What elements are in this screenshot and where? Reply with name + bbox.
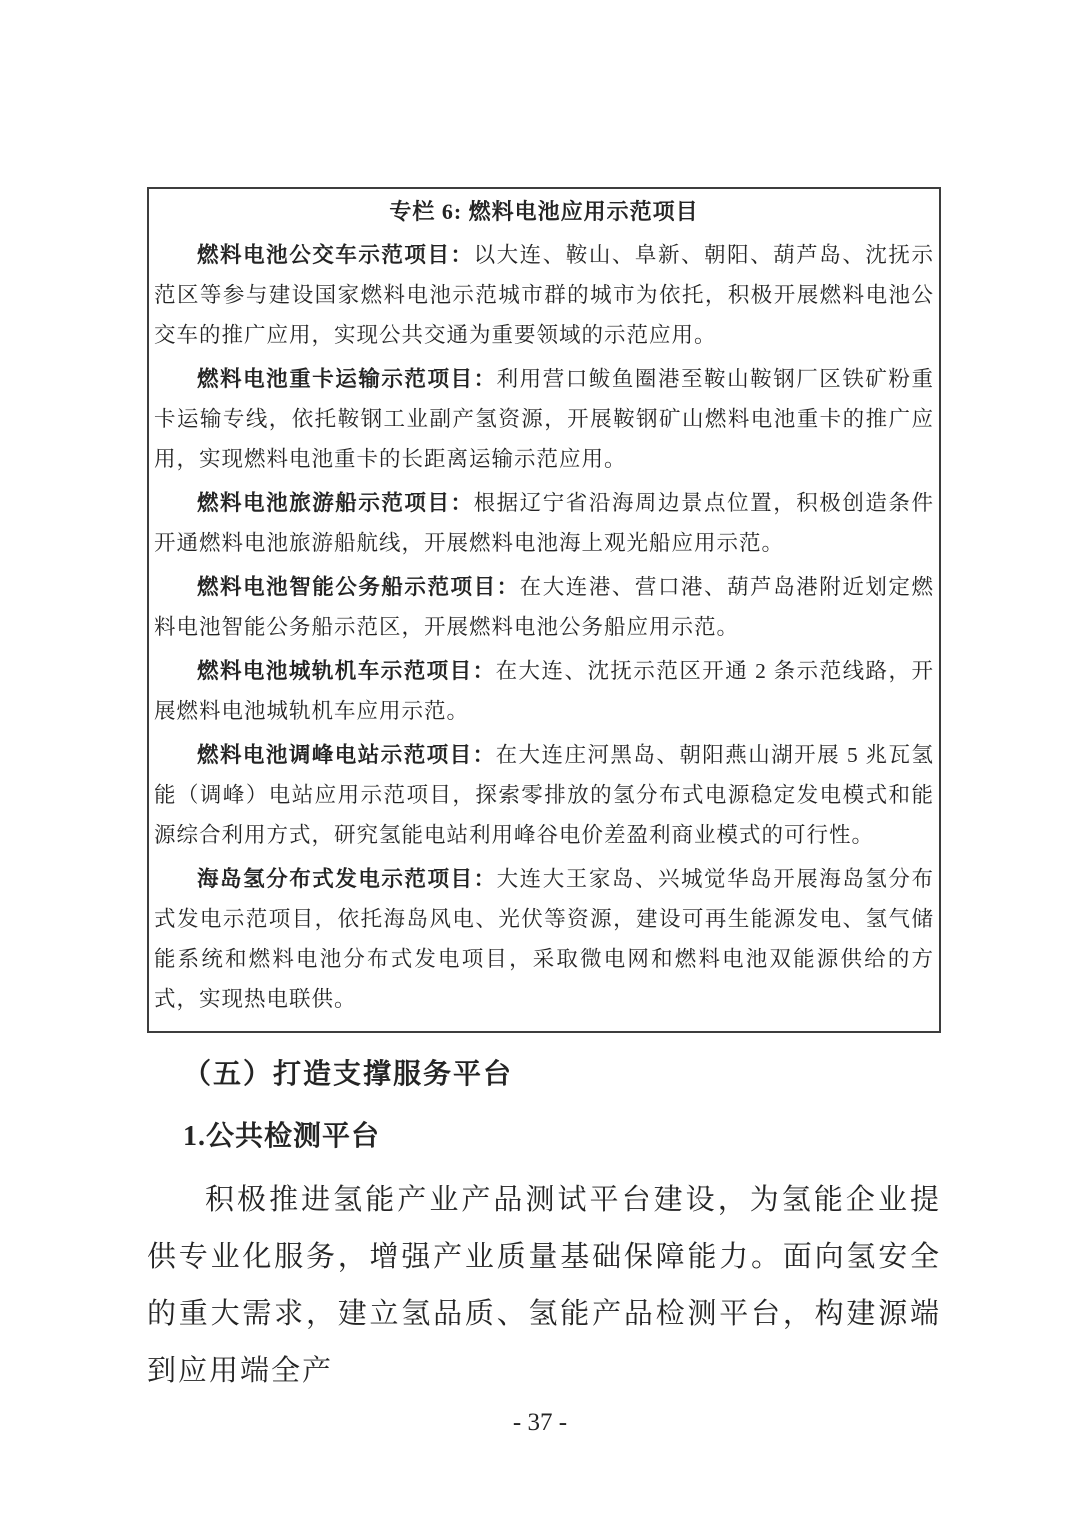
box-paragraph [154, 359, 934, 479]
paragraph-label: 燃料电池公交车示范项目： [197, 243, 474, 267]
paragraph-label: 海岛氢分布式发电示范项目： [197, 867, 497, 891]
paragraph-label: 燃料电池智能公务船示范项目： [197, 575, 520, 599]
box-paragraph [154, 483, 934, 563]
paragraph-text: 在大连、沈抚示范区开通 2 条示范线路，开展燃料电池城轨机车应用示范。 [154, 659, 934, 723]
box-paragraph [154, 235, 934, 355]
paragraph-label: 燃料电池调峰电站示范项目： [197, 743, 496, 767]
paragraph-text: 在大连庄河黑岛、朝阳燕山湖开展 5 兆瓦氢能（调峰）电站应用示范项目，探索零排放的氢分布式电源稳定发电模式和能源综合利用方式，研究氢能电站利用峰谷电价差盈利商业模式的可行性。 [154, 743, 934, 847]
paragraph-text: 利用营口鲅鱼圈港至鞍山鞍钢厂区铁矿粉重卡运输专线，依托鞍钢工业副产氢资源，开展鞍钢矿山燃料电池重卡的推广应用，实现燃料电池重卡的长距离运输示范应用。 [154, 367, 934, 471]
page-content [147, 187, 941, 1400]
page-number: - 37 - [512, 1409, 568, 1436]
box-paragraph [154, 859, 934, 1019]
paragraph-label: 燃料电池城轨机车示范项目： [197, 659, 496, 683]
body-paragraph: 积极推进氢能产业产品测试平台建设，为氢能企业提供专业化服务，增强产业质量基础保障能力。面向氢安全的重大需求，建立氢品质、氢能产品检测平台，构建源端到应用端全产 [147, 1184, 941, 1387]
paragraph-text: 在大连港、营口港、葫芦岛港附近划定燃料电池智能公务船示范区，开展燃料电池公务船应用示范。 [154, 575, 934, 639]
section-heading-five: （五）打造支撑服务平台 [183, 1059, 514, 1090]
box-title: 专栏 6: 燃料电池应用示范项目 [389, 199, 699, 224]
subsection-heading-1: 1.公共检测平台 [183, 1121, 381, 1152]
paragraph-text: 大连大王家岛、兴城觉华岛开展海岛氢分布式发电示范项目，依托海岛风电、光伏等资源，建设可再生能源发电、氢气储能系统和燃料电池分布式发电项目，采取微电网和燃料电池双能源供给的方式，实现热电联供。 [154, 867, 934, 1011]
paragraph-text: 以大连、鞍山、阜新、朝阳、葫芦岛、沈抚示范区等参与建设国家燃料电池示范城市群的城市为依托，积极开展燃料电池公交车的推广应用，实现公共交通为重要领域的示范应用。 [154, 243, 934, 347]
box-paragraph [154, 651, 934, 731]
paragraph-label: 燃料电池重卡运输示范项目： [197, 367, 497, 391]
paragraph-text: 根据辽宁省沿海周边景点位置，积极创造条件开通燃料电池旅游船航线，开展燃料电池海上观光船应用示范。 [154, 491, 934, 555]
paragraph-label: 燃料电池旅游船示范项目： [197, 491, 474, 515]
box-paragraph [154, 567, 934, 647]
box-paragraph [154, 735, 934, 855]
callout-box [147, 187, 941, 1033]
